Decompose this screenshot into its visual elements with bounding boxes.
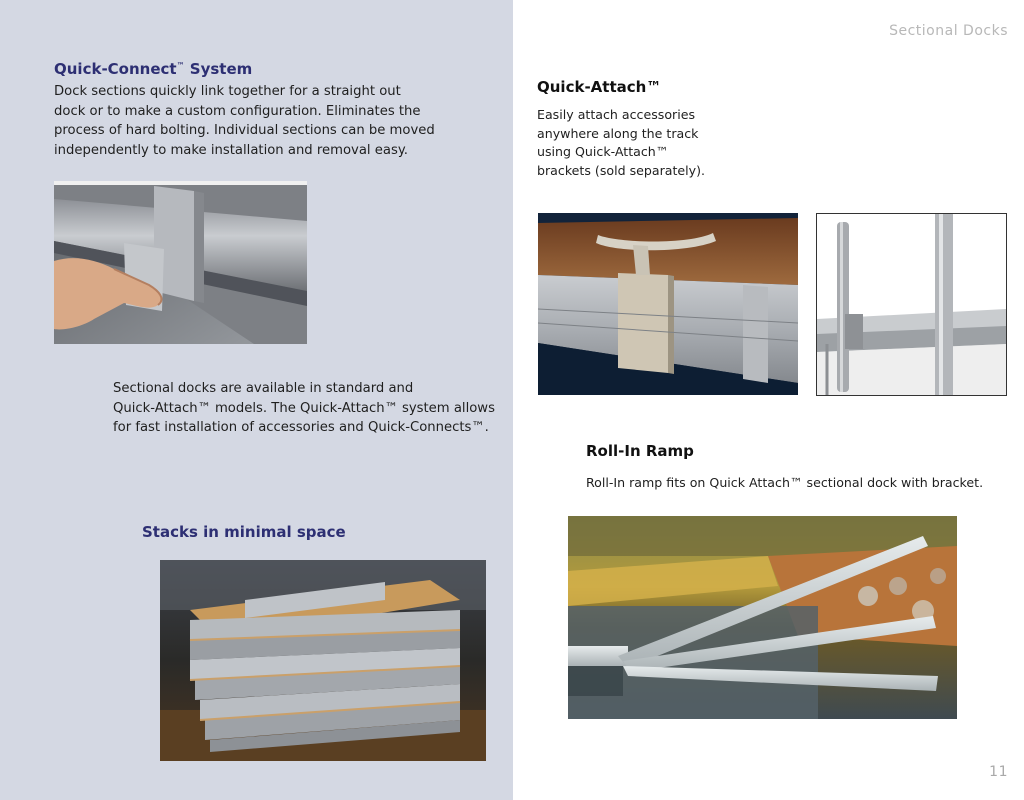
info-line: Quick-Attach™ models. The Quick-Attach™ system allows bbox=[113, 400, 495, 416]
stacks-photo bbox=[160, 560, 486, 761]
cleat-bracket-photo bbox=[538, 213, 798, 395]
stacks-heading: Stacks in minimal space bbox=[142, 523, 346, 541]
description-line: Easily attach accessories bbox=[537, 107, 696, 122]
page-header: Sectional Docks bbox=[889, 23, 1008, 39]
description-line: process of hard bolting. Individual sections can be moved bbox=[54, 123, 435, 138]
description-line: using Quick-Attach™ bbox=[537, 144, 669, 159]
pole-bracket-photo bbox=[816, 213, 1007, 396]
info-line: for fast installation of accessories and Quick-Connects™. bbox=[113, 420, 489, 435]
quick-connect-photo bbox=[54, 181, 307, 344]
trademark-symbol: ™ bbox=[176, 61, 185, 70]
quick-connect-section bbox=[54, 60, 494, 160]
roll-in-ramp-heading: Roll-In Ramp bbox=[586, 442, 694, 460]
quick-connect-title-suffix: System bbox=[184, 60, 253, 78]
quick-attach-heading: Quick-Attach™ bbox=[537, 78, 662, 96]
quick-attach-description bbox=[537, 106, 777, 180]
quick-connect-title: Quick-Connect bbox=[54, 60, 177, 78]
description-line: independently to make installation and removal easy. bbox=[54, 142, 408, 158]
roll-in-ramp-description: Roll-In ramp fits on Quick Attach™ sectional dock with bracket. bbox=[586, 475, 984, 490]
page-number: 11 bbox=[989, 764, 1008, 780]
roll-in-ramp-photo bbox=[568, 516, 957, 719]
quick-connect-description bbox=[54, 82, 494, 160]
description-line: dock or to make a custom configuration. Eliminates the bbox=[54, 103, 421, 119]
quick-connect-heading bbox=[54, 60, 494, 78]
info-line: Sectional docks are available in standard and bbox=[113, 381, 414, 396]
description-line: Dock sections quickly link together for a straight out bbox=[54, 84, 401, 99]
description-line: brackets (sold separately). bbox=[537, 162, 706, 178]
description-line: anywhere along the track bbox=[537, 125, 699, 141]
sectional-info bbox=[113, 379, 503, 438]
